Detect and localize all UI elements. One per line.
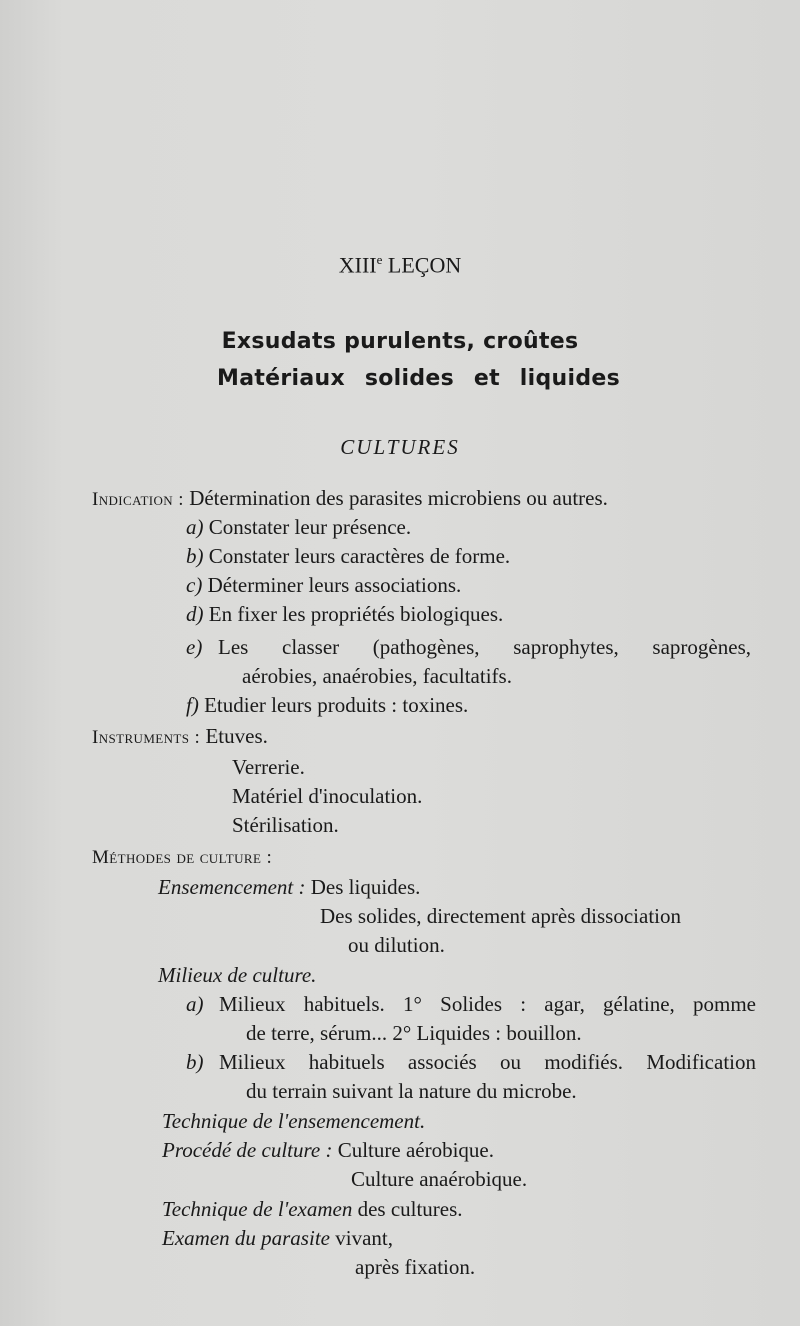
lesson-suffix: e [376, 252, 383, 267]
milieux-b-line: b) Milieux habituels associés ou modifiés. Modification [186, 1050, 756, 1074]
list-item: b) Constater leurs caractères de forme. [186, 544, 511, 568]
milieux-a-line-2: de terre, sérum... 2° Liquides : bouillon. [246, 1021, 582, 1045]
instrument-item: Stérilisation. [232, 813, 339, 837]
milieux-label: Milieux de culture. [158, 963, 317, 987]
list-item: f) Etudier leurs produits : toxines. [186, 693, 469, 717]
lesson-number: XIII [338, 252, 377, 278]
indication-line [92, 485, 608, 513]
technique-ensemencement: Technique de l'ensemencement. [162, 1109, 426, 1133]
subtitle: CULTURES [340, 435, 460, 459]
title-word-1: Matériaux [217, 366, 345, 391]
indication-label: Indication : [92, 489, 184, 510]
title-word-2: solides [364, 366, 454, 391]
examen-line-2: après fixation. [355, 1255, 476, 1279]
list-item: e) Les classer (pathogènes, saprophytes, saprogènes, [186, 635, 751, 659]
procede-line-2: Culture anaérobique. [351, 1167, 528, 1191]
instrument-item: Verrerie. [232, 755, 305, 779]
instruments-label: Instruments : [92, 727, 201, 748]
indication-text: Détermination des parasites microbiens ou autres. [189, 486, 608, 510]
methodes-label: Méthodes de culture : [92, 847, 273, 868]
procede-line: Procédé de culture : Culture aérobique. [162, 1138, 494, 1162]
title-line-2 [217, 366, 620, 392]
lesson-heading [0, 247, 800, 278]
list-item: c) Déterminer leurs associations. [186, 573, 462, 597]
instruments-line: Instruments : Etuves. [92, 724, 268, 748]
technique-examen-line: Technique de l'examen des cultures. [162, 1197, 463, 1221]
instrument-item: Matériel d'inoculation. [232, 784, 423, 808]
list-item: d) En fixer les propriétés biologiques. [186, 602, 504, 626]
list-item-continuation: aérobies, anaérobies, facultatifs. [242, 664, 512, 688]
milieux-b-line-2: du terrain suivant la nature du microbe. [246, 1079, 577, 1103]
ensemencement-line-2: Des solides, directement après dissociation [320, 904, 681, 928]
milieux-a-line: a) Milieux habituels. 1° Solides : agar, gélatine, pomme [186, 992, 756, 1016]
list-item: a) Constater leur présence. [186, 515, 412, 539]
title-word-4: liquides [519, 366, 620, 391]
examen-line: Examen du parasite vivant, [162, 1226, 393, 1250]
ensemencement-line-3: ou dilution. [348, 933, 445, 957]
ensemencement-line: Ensemencement : Des liquides. [158, 875, 421, 899]
lesson-word: LEÇON [387, 252, 462, 278]
title-word-3: et [473, 366, 500, 391]
title-line-1: Exsudats purulents, croûtes [221, 329, 579, 354]
